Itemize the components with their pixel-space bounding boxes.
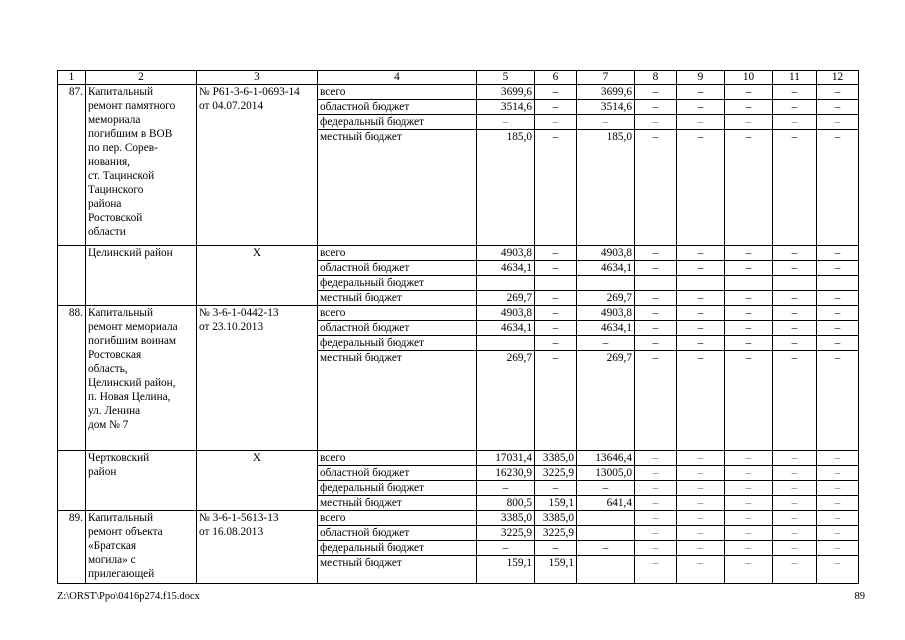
value-cell: –: [817, 100, 859, 115]
not-applicable-mark: [197, 451, 318, 511]
value-cell: 4634,1: [477, 321, 535, 336]
value-cell: –: [577, 115, 635, 130]
value-cell: –: [817, 541, 859, 556]
value-cell: 4903,8: [577, 306, 635, 321]
value-cell: –: [725, 351, 773, 451]
value-cell: –: [677, 481, 725, 496]
description-line: Капитальный: [88, 512, 154, 524]
value-cell: –: [635, 246, 677, 261]
value-cell: 4903,8: [477, 246, 535, 261]
description-line: прилегающей: [88, 568, 155, 580]
funding-source-label: всего: [318, 246, 477, 261]
object-description: [86, 511, 197, 584]
value-cell: –: [725, 451, 773, 466]
description-line: ул. Ленина: [88, 405, 141, 417]
value-cell: –: [677, 115, 725, 130]
value-cell: [677, 276, 725, 291]
value-cell: –: [535, 351, 577, 451]
column-number: 11: [773, 71, 817, 85]
value-cell: 159,1: [535, 496, 577, 511]
value-cell: 13005,0: [577, 466, 635, 481]
table-row: [58, 85, 859, 100]
value-cell: –: [535, 291, 577, 306]
column-number: 10: [725, 71, 773, 85]
value-cell: 269,7: [577, 351, 635, 451]
value-cell: –: [773, 481, 817, 496]
value-cell: –: [635, 511, 677, 526]
description-line: Тацинского: [88, 184, 144, 196]
value-cell: –: [773, 291, 817, 306]
value-cell: –: [773, 496, 817, 511]
value-cell: –: [817, 261, 859, 276]
value-cell: –: [817, 115, 859, 130]
value-cell: –: [635, 481, 677, 496]
column-number: 1: [58, 71, 86, 85]
value-cell: –: [817, 466, 859, 481]
value-cell: –: [535, 306, 577, 321]
value-cell: 3514,6: [477, 100, 535, 115]
description-line: область,: [88, 363, 128, 375]
value-cell: –: [535, 115, 577, 130]
description-line: по пер. Сорев-: [88, 142, 158, 154]
value-cell: –: [535, 130, 577, 246]
column-number-row: [58, 71, 859, 85]
value-cell: –: [677, 130, 725, 246]
value-cell: [577, 556, 635, 584]
value-cell: –: [635, 306, 677, 321]
value-cell: –: [773, 100, 817, 115]
value-cell: 185,0: [577, 130, 635, 246]
value-cell: 16230,9: [477, 466, 535, 481]
description-line: ст. Тацинской: [88, 170, 155, 182]
value-cell: –: [773, 466, 817, 481]
value-cell: –: [817, 321, 859, 336]
description-line: дом № 7: [88, 419, 129, 431]
description-line: п. Новая Целина,: [88, 391, 171, 403]
funding-source-label: местный бюджет: [318, 556, 477, 584]
value-cell: –: [817, 351, 859, 451]
funding-source-label: местный бюджет: [318, 291, 477, 306]
value-cell: –: [477, 541, 535, 556]
not-applicable-mark: [197, 246, 318, 306]
value-cell: –: [773, 130, 817, 246]
budget-table: [57, 70, 859, 584]
value-cell: 269,7: [577, 291, 635, 306]
value-cell: –: [725, 466, 773, 481]
value-cell: [577, 526, 635, 541]
value-cell: –: [535, 100, 577, 115]
funding-source-label: областной бюджет: [318, 466, 477, 481]
document-line: № 3-6-1-5613-13: [199, 512, 279, 524]
description-line: нования,: [88, 156, 131, 168]
value-cell: –: [773, 336, 817, 351]
funding-source-label: всего: [318, 85, 477, 100]
value-cell: –: [773, 261, 817, 276]
item-number: 89.: [58, 511, 86, 584]
value-cell: –: [773, 351, 817, 451]
value-cell: –: [725, 85, 773, 100]
value-cell: –: [725, 291, 773, 306]
table-row: [58, 451, 859, 466]
value-cell: [535, 276, 577, 291]
value-cell: [725, 276, 773, 291]
description-line: области: [88, 226, 126, 238]
value-cell: 3699,6: [577, 85, 635, 100]
value-cell: 3699,6: [477, 85, 535, 100]
item-number: [58, 451, 86, 511]
description-line: Целинский район: [88, 247, 173, 259]
value-cell: –: [677, 451, 725, 466]
value-cell: [477, 276, 535, 291]
value-cell: –: [635, 526, 677, 541]
value-cell: –: [773, 306, 817, 321]
value-cell: [635, 276, 677, 291]
funding-source-label: областной бюджет: [318, 526, 477, 541]
document-line: Х: [252, 452, 262, 464]
description-line: Капитальный: [88, 307, 154, 319]
value-cell: –: [677, 541, 725, 556]
value-cell: –: [635, 451, 677, 466]
funding-source-label: всего: [318, 306, 477, 321]
value-cell: –: [817, 496, 859, 511]
column-number: 8: [635, 71, 677, 85]
funding-source-label: федеральный бюджет: [318, 541, 477, 556]
value-cell: 4903,8: [477, 306, 535, 321]
funding-source-label: областной бюджет: [318, 100, 477, 115]
value-cell: 4634,1: [577, 321, 635, 336]
value-cell: –: [725, 336, 773, 351]
value-cell: –: [677, 100, 725, 115]
value-cell: 3225,9: [477, 526, 535, 541]
value-cell: –: [635, 496, 677, 511]
value-cell: –: [635, 291, 677, 306]
value-cell: 159,1: [535, 556, 577, 584]
value-cell: –: [817, 511, 859, 526]
district-name: [86, 451, 197, 511]
description-line: Чертковский: [88, 452, 150, 464]
funding-source-label: местный бюджет: [318, 351, 477, 451]
value-cell: 269,7: [477, 351, 535, 451]
value-cell: 3385,0: [477, 511, 535, 526]
value-cell: –: [677, 246, 725, 261]
value-cell: –: [677, 351, 725, 451]
value-cell: –: [817, 556, 859, 584]
value-cell: –: [773, 541, 817, 556]
value-cell: –: [635, 351, 677, 451]
document-reference: [197, 306, 318, 451]
document-reference: [197, 85, 318, 246]
value-cell: –: [817, 481, 859, 496]
value-cell: –: [773, 451, 817, 466]
value-cell: –: [535, 246, 577, 261]
value-cell: –: [677, 321, 725, 336]
value-cell: 3225,9: [535, 526, 577, 541]
value-cell: –: [635, 466, 677, 481]
value-cell: –: [725, 115, 773, 130]
value-cell: –: [477, 481, 535, 496]
value-cell: [477, 336, 535, 351]
description-line: ремонт объекта: [88, 526, 163, 538]
column-number: 3: [197, 71, 318, 85]
item-number: [58, 246, 86, 306]
value-cell: –: [725, 261, 773, 276]
value-cell: –: [725, 306, 773, 321]
value-cell: –: [535, 336, 577, 351]
value-cell: –: [725, 496, 773, 511]
description-line: погибшим воинам: [88, 335, 176, 347]
value-cell: –: [635, 115, 677, 130]
document-line: от 23.10.2013: [199, 321, 264, 333]
value-cell: –: [725, 481, 773, 496]
value-cell: –: [677, 556, 725, 584]
funding-source-label: всего: [318, 451, 477, 466]
value-cell: 4903,8: [577, 246, 635, 261]
value-cell: –: [535, 85, 577, 100]
column-number: 6: [535, 71, 577, 85]
funding-source-label: всего: [318, 511, 477, 526]
value-cell: –: [773, 556, 817, 584]
value-cell: –: [677, 291, 725, 306]
column-number: 12: [817, 71, 859, 85]
object-description: [86, 306, 197, 451]
funding-source-label: областной бюджет: [318, 261, 477, 276]
value-cell: –: [725, 556, 773, 584]
value-cell: –: [817, 246, 859, 261]
value-cell: –: [635, 556, 677, 584]
value-cell: [773, 276, 817, 291]
document-line: № Р61-3-6-1-0693-14: [199, 86, 300, 98]
value-cell: 3385,0: [535, 511, 577, 526]
value-cell: –: [635, 336, 677, 351]
item-number: 88.: [58, 306, 86, 451]
value-cell: –: [535, 261, 577, 276]
value-cell: –: [635, 100, 677, 115]
description-line: Капитальный: [88, 86, 154, 98]
value-cell: 159,1: [477, 556, 535, 584]
value-cell: 3385,0: [535, 451, 577, 466]
value-cell: –: [725, 526, 773, 541]
value-cell: [817, 276, 859, 291]
table-row: [58, 306, 859, 321]
value-cell: –: [817, 85, 859, 100]
funding-source-label: федеральный бюджет: [318, 481, 477, 496]
description-line: Ростовской: [88, 212, 143, 224]
column-number: 2: [86, 71, 197, 85]
value-cell: –: [535, 481, 577, 496]
funding-source-label: федеральный бюджет: [318, 115, 477, 130]
value-cell: –: [725, 130, 773, 246]
document-line: от 16.08.2013: [199, 526, 264, 538]
table-row: [58, 246, 859, 261]
value-cell: –: [535, 321, 577, 336]
document-line: от 04.07.2014: [199, 100, 264, 112]
value-cell: –: [725, 541, 773, 556]
value-cell: –: [725, 511, 773, 526]
value-cell: –: [677, 466, 725, 481]
value-cell: –: [677, 336, 725, 351]
item-number: 87.: [58, 85, 86, 246]
description-line: Целинский район,: [88, 377, 176, 389]
value-cell: –: [817, 451, 859, 466]
value-cell: –: [635, 130, 677, 246]
value-cell: –: [535, 541, 577, 556]
value-cell: –: [677, 511, 725, 526]
footer-file-path: Z:\ORST\Ppo\0416p274.f15.docx: [57, 591, 200, 602]
description-line: ремонт памятного: [88, 100, 176, 112]
value-cell: –: [773, 115, 817, 130]
value-cell: –: [725, 321, 773, 336]
value-cell: 17031,4: [477, 451, 535, 466]
value-cell: –: [577, 336, 635, 351]
value-cell: 269,7: [477, 291, 535, 306]
value-cell: 3514,6: [577, 100, 635, 115]
value-cell: –: [773, 511, 817, 526]
value-cell: –: [577, 541, 635, 556]
value-cell: –: [817, 526, 859, 541]
column-number: 7: [577, 71, 635, 85]
value-cell: –: [725, 100, 773, 115]
description-line: «Братская: [88, 540, 137, 552]
value-cell: 185,0: [477, 130, 535, 246]
value-cell: 4634,1: [577, 261, 635, 276]
value-cell: –: [773, 85, 817, 100]
value-cell: –: [817, 306, 859, 321]
value-cell: 4634,1: [477, 261, 535, 276]
value-cell: –: [635, 321, 677, 336]
value-cell: –: [773, 321, 817, 336]
value-cell: –: [477, 115, 535, 130]
funding-source-label: местный бюджет: [318, 496, 477, 511]
funding-source-label: федеральный бюджет: [318, 336, 477, 351]
value-cell: 641,4: [577, 496, 635, 511]
description-line: Ростовская: [88, 349, 142, 361]
description-line: район: [88, 466, 117, 478]
value-cell: –: [773, 246, 817, 261]
value-cell: 800,5: [477, 496, 535, 511]
value-cell: –: [677, 526, 725, 541]
value-cell: –: [817, 291, 859, 306]
document-line: Х: [252, 247, 262, 259]
table-row: [58, 511, 859, 526]
funding-source-label: федеральный бюджет: [318, 276, 477, 291]
value-cell: –: [677, 306, 725, 321]
funding-source-label: местный бюджет: [318, 130, 477, 246]
value-cell: [577, 511, 635, 526]
value-cell: [577, 276, 635, 291]
value-cell: 13646,4: [577, 451, 635, 466]
description-line: ремонт мемориала: [88, 321, 178, 333]
value-cell: –: [725, 246, 773, 261]
document-reference: [197, 511, 318, 584]
value-cell: –: [635, 85, 677, 100]
value-cell: –: [677, 496, 725, 511]
value-cell: –: [635, 261, 677, 276]
value-cell: –: [677, 85, 725, 100]
document-line: № 3-6-1-0442-13: [199, 307, 279, 319]
funding-source-label: областной бюджет: [318, 321, 477, 336]
value-cell: –: [817, 336, 859, 351]
column-number: 4: [318, 71, 477, 85]
value-cell: –: [577, 481, 635, 496]
description-line: погибшим в ВОВ: [88, 128, 173, 140]
description-line: мемориала: [88, 114, 141, 126]
column-number: 9: [677, 71, 725, 85]
value-cell: –: [773, 526, 817, 541]
district-name: [86, 246, 197, 306]
footer-page-number: 89: [854, 591, 865, 602]
value-cell: –: [817, 130, 859, 246]
value-cell: 3225,9: [535, 466, 577, 481]
description-line: района: [88, 198, 122, 210]
description-line: могила» с: [88, 554, 136, 566]
value-cell: –: [677, 261, 725, 276]
value-cell: –: [635, 541, 677, 556]
column-number: 5: [477, 71, 535, 85]
object-description: [86, 85, 197, 246]
